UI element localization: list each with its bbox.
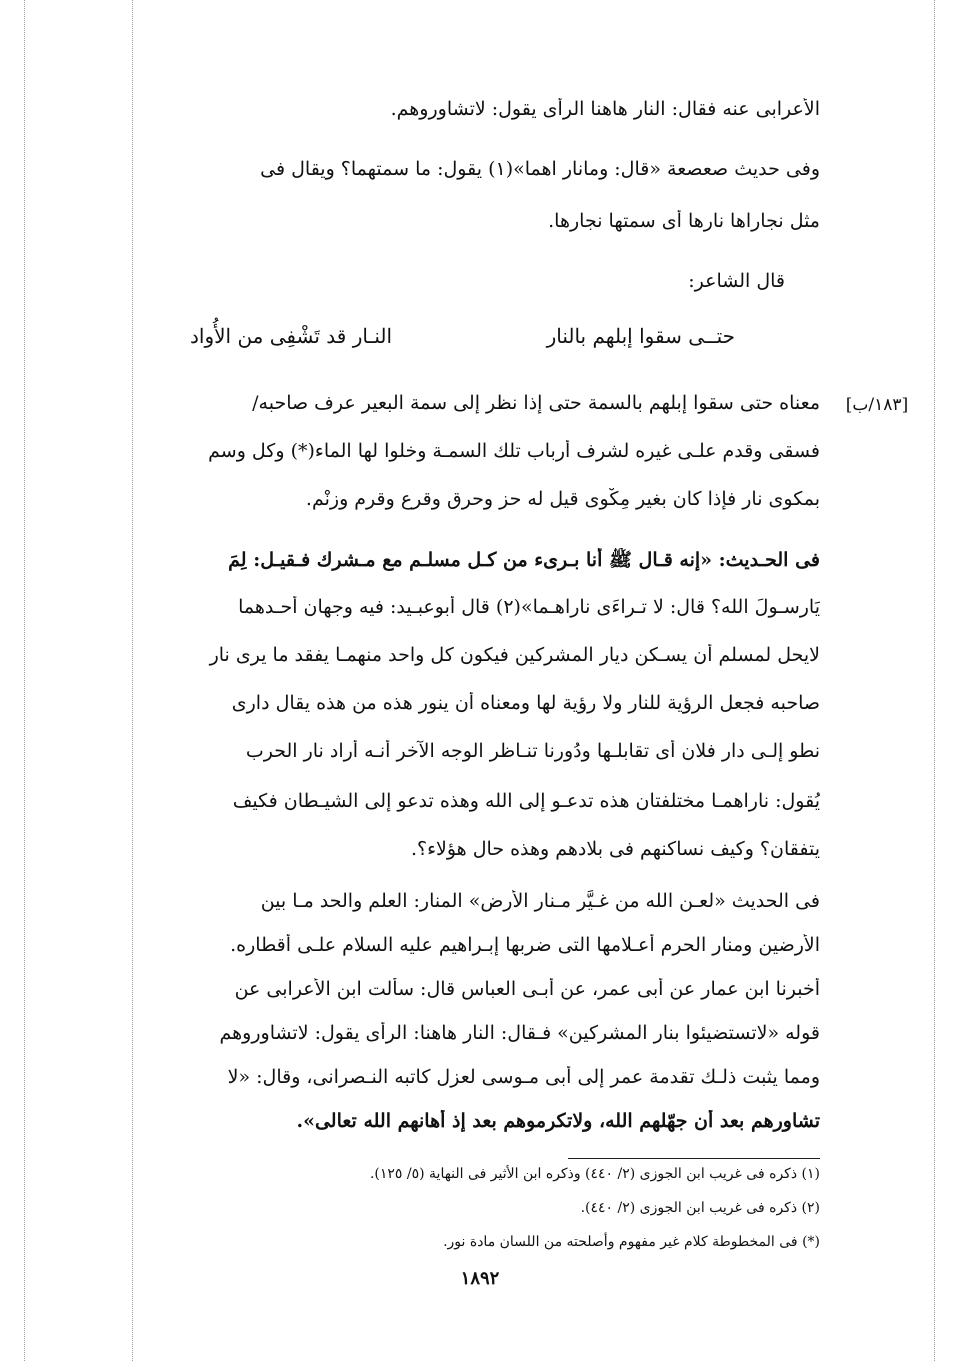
text-line: يَارسـولَ الله؟ قال: لا تـراءَى ناراهـما»(٢) قال أبوعبـيد: فيه وجهان أحـدهما (238, 596, 820, 618)
text-line: يتفقان؟ وكيف نساكنهم فى بلادهم وهذه حال هؤلاء؟. (410, 838, 820, 860)
text-line: أخبرنا ابن عمار عن أبى عمر، عن أبـى العباس قال: سألت ابن الأعرابى عن (234, 978, 820, 1000)
text-line: ومما يثبت ذلـك تقدمة عمر إلى أبى مـوسى لعزل كاتبه النـصرانى، وقال: «لا (227, 1066, 820, 1088)
verse-first-hemistich: حتــى سقوا إبلهم بالنار (546, 324, 735, 348)
text-line: يُقول: ناراهمـا مختلفتان هذه تدعـو إلى الله وهذه تدعو إلى الشيـطان فكيف (232, 790, 820, 812)
left-dotted-border (24, 0, 25, 1361)
text-line: الأرضين ومنار الحرم أعـلامها التى ضربها إبـراهيم عليه السلام علـى أقطاره. (230, 934, 820, 956)
footnote-separator (568, 1158, 820, 1159)
manuscript-folio-note: [١٨٣/ب] (845, 395, 909, 415)
text-line: فى الحـديث: «إنه قـال ﷺ أنا بـرىء من كـل مسلـم مع مـشرك فـقيـل: لِمَ (228, 549, 820, 571)
page-number: ١٨٩٢ (460, 1268, 500, 1289)
verse-second-hemistich: النـار قد تَشْفِى من الأُواد (190, 324, 393, 348)
text-line: فسقى وقدم علـى غيره لشرف أرباب تلك السمـة وخلوا لها الماء(*) وكل وسم (208, 440, 820, 462)
text-line: تشاورهم بعد أن جهّلهم الله، ولاتكرموهم بعد إذ أهانهم الله تعالى». (296, 1110, 820, 1132)
footnote: (*) فى المخطوطة كلام غير مفهوم وأصلحته من اللسان مادة نور. (443, 1234, 820, 1250)
text-line: الأعرابى عنه فقال: النار هاهنا الرأى يقول: لاتشاوروهم. (390, 98, 820, 120)
text-line: نطو إلـى دار فلان أى تقابلـها ودُورنا تنـاظر الوجه الآخر أنـه أراد نار الحرب (245, 740, 820, 762)
poet-heading: قال الشاعر: (688, 270, 785, 292)
text-line: مثل نجاراها نارها أى سمتها نجارها. (548, 210, 820, 232)
footnote: (٢) ذكره فى غريب ابن الجوزى (٢/ ٤٤٠). (580, 1200, 820, 1216)
right-dotted-border (934, 0, 935, 1361)
text-line: وفى حديث صعصعة «قال: ومانار اهما»(١) يقول: ما سمتهما؟ ويقال فى (260, 158, 820, 180)
text-line: قوله «لاتستضيئوا بنار المشركين» فـقال: النار هاهنا: الرأى يقول: لاتشاوروهم (219, 1022, 820, 1044)
text-line: صاحبه فجعل الرؤية للنار ولا رؤية لها ومعناه أن ينور هذه من هذه يقال دارى (231, 692, 820, 714)
inner-dotted-border (132, 0, 133, 1361)
footnote: (١) ذكره فى غريب ابن الجوزى (٢/ ٤٤٠) وذكره ابن الأثير فى النهاية (٥/ ١٢٥). (369, 1166, 820, 1182)
poetry-verse (190, 324, 735, 356)
text-line: لايحل لمسلم أن يسـكن ديار المشركين فيكون كل واحد منهمـا يفقد ما يرى نار (209, 644, 820, 666)
text-line: فى الحديث «لعـن الله من غـيَّر مـنار الأرض» المنار: العلم والحد مـا بين (260, 890, 820, 912)
text-line: معناه حتى سقوا إبلهم بالسمة حتى إذا نظر إلى سمة البعير عرف صاحبه/ (252, 392, 820, 414)
text-line: بمكوى نار فإذا كان بغير مِكْوى قيل له حز وحرق وقرع وقرم وزنْم. (305, 488, 820, 510)
